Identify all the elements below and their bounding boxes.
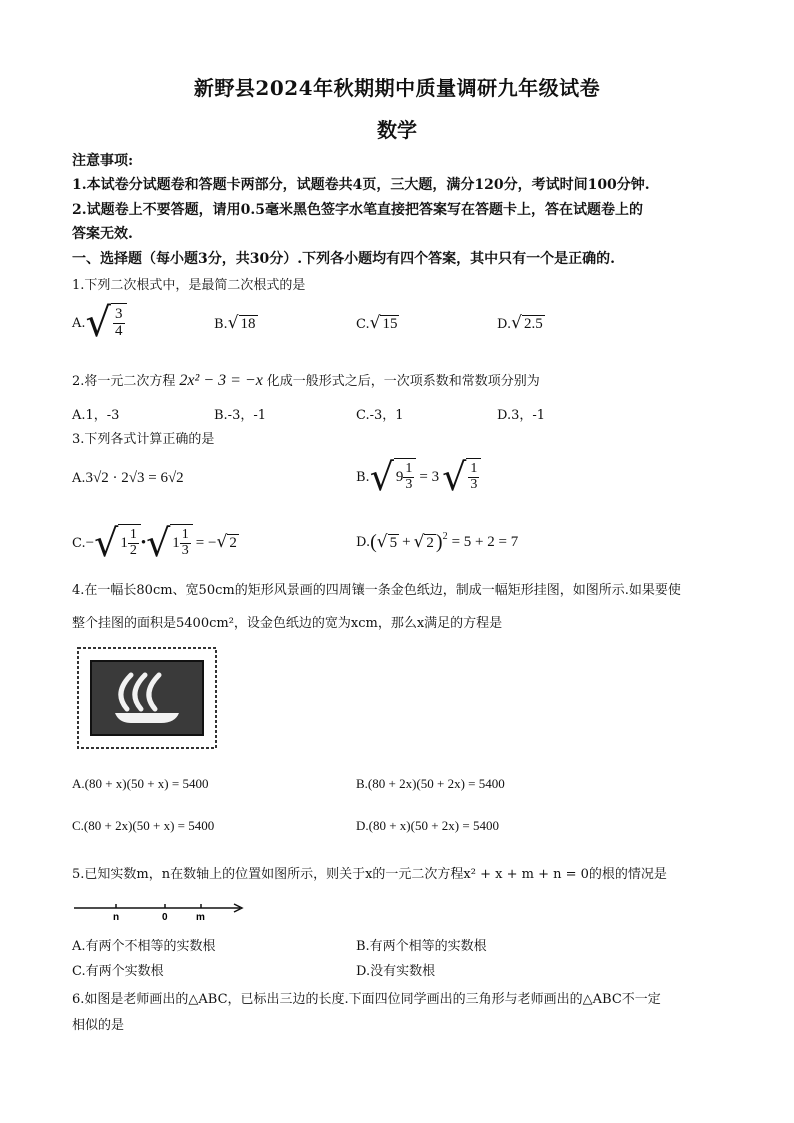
- q1-option-c: C. √ 15: [356, 313, 398, 333]
- q2-stem: 2.将一元二次方程 2x² − 3 = −x 化成一般形式之后，一次项系数和常数项分别为: [72, 372, 540, 389]
- q4-option-c: C.(80 + 2x)(50 + x) = 5400: [72, 818, 215, 833]
- q3-option-d: D. ( √ 5 + √ 2 ) $^2$ = 5 + 2 = 7: [356, 531, 519, 553]
- notice-item-2-line1: 2.试题卷上不要答题，请用0.5毫米黑色签字水笔直接把答案写在答题卡上，答在试题卷上的: [72, 202, 643, 218]
- q2-option-a: A.1，-3: [72, 408, 120, 423]
- q1-c-value: 15: [382, 316, 398, 332]
- q1-b-value: 18: [240, 316, 256, 332]
- q5-number-line: [72, 896, 252, 924]
- exam-title: 新野县2024年秋期期中质量调研九年级试卷: [193, 76, 601, 100]
- section-1-heading: 一、选择题（每小题3分，共30分）.下列各小题均有四个答案，其中只有一个是正确的.: [72, 251, 615, 267]
- q4-option-b: B.(80 + 2x)(50 + 2x) = 5400: [356, 776, 505, 791]
- axis-label-0: 0: [162, 912, 168, 923]
- notice-item-2-line2: 答案无效.: [72, 226, 133, 242]
- q3-option-a: A. 3√2 · 2√3 = 6√2: [72, 470, 184, 486]
- boat-hull-icon: [115, 713, 179, 723]
- q5-option-a: A.有两个不相等的实数根: [72, 939, 216, 954]
- q1-option-a: [72, 300, 127, 346]
- q2-option-b: B.-3，-1: [214, 408, 267, 423]
- q4-line1: 4.在一幅长80cm、宽50cm的矩形风景画的四周镶一条金色纸边，制成一幅矩形挂图，如图所示.如果要使: [72, 583, 681, 598]
- q5-stem: 5.已知实数m，n在数轴上的位置如图所示，则关于x的一元二次方程x² + x + m + n = 0的根的情况是: [72, 867, 667, 882]
- q1-stem: 1.下列二次根式中，是最简二次根式的是: [72, 278, 306, 293]
- q2-option-d: D.3，-1: [497, 408, 546, 423]
- q1-option-d: D. √ 2.5: [497, 313, 543, 333]
- sqrt-sign: √ $\frac{3}{4}$: [86, 303, 127, 343]
- q1-a-label: A.: [72, 315, 86, 331]
- q2-option-c: C.-3，1: [356, 408, 404, 423]
- q3-option-b: B. √ 9 $\frac{1}{3}$ = 3 √ $\frac{1}{3}$: [356, 458, 481, 496]
- q6-line1: 6.如图是老师画出的△ABC，已标出三边的长度.下面四位同学画出的三角形与老师画出的△ABC不一定: [72, 992, 661, 1007]
- q3-d-tail: = 5 + 2 = 7: [451, 534, 519, 550]
- q1-a-num: 3: [115, 306, 123, 323]
- q1-a-den: 4: [115, 323, 123, 339]
- q1-b-label: B.: [214, 316, 228, 332]
- q2-equation: 2x² − 3 = −x: [179, 372, 263, 389]
- q5-option-b: B.有两个相等的实数根: [356, 939, 487, 954]
- q1-d-label: D.: [497, 316, 512, 332]
- notice-item-1: 1.本试卷分试题卷和答题卡两部分，试题卷共4页，三大题，满分120分，考试时间100分钟.: [72, 177, 650, 193]
- q3-stem: 3.下列各式计算正确的是: [72, 432, 215, 447]
- notice-heading: 注意事项:: [72, 153, 134, 169]
- q6-line2: 相似的是: [72, 1018, 125, 1033]
- q1-option-b: B. √ 18: [214, 313, 256, 333]
- q1-d-value: 2.5: [523, 316, 543, 332]
- q1-c-label: C.: [356, 316, 370, 332]
- q4-option-a: A.(80 + x)(50 + x) = 5400: [72, 776, 209, 791]
- q5-option-c: C.有两个实数根: [72, 964, 164, 979]
- q4-framed-painting-figure: [75, 645, 221, 751]
- exam-subject: 数学: [377, 118, 417, 142]
- q3-option-c: C. − √ 1 $\frac{1}{2}$ • √ 1 $\frac{1}{3}$ = − √ 2: [72, 521, 237, 565]
- axis-label-m: m: [196, 912, 205, 923]
- q4-option-d: D.(80 + x)(50 + 2x) = 5400: [356, 818, 499, 833]
- q5-option-d: D.没有实数根: [356, 964, 436, 979]
- q3-a-expression: 3√2 · 2√3 = 6√2: [85, 470, 184, 486]
- q4-line2: 整个挂图的面积是5400cm²，设金色纸边的宽为xcm，那么x满足的方程是: [72, 616, 503, 631]
- axis-label-n: n: [113, 912, 120, 923]
